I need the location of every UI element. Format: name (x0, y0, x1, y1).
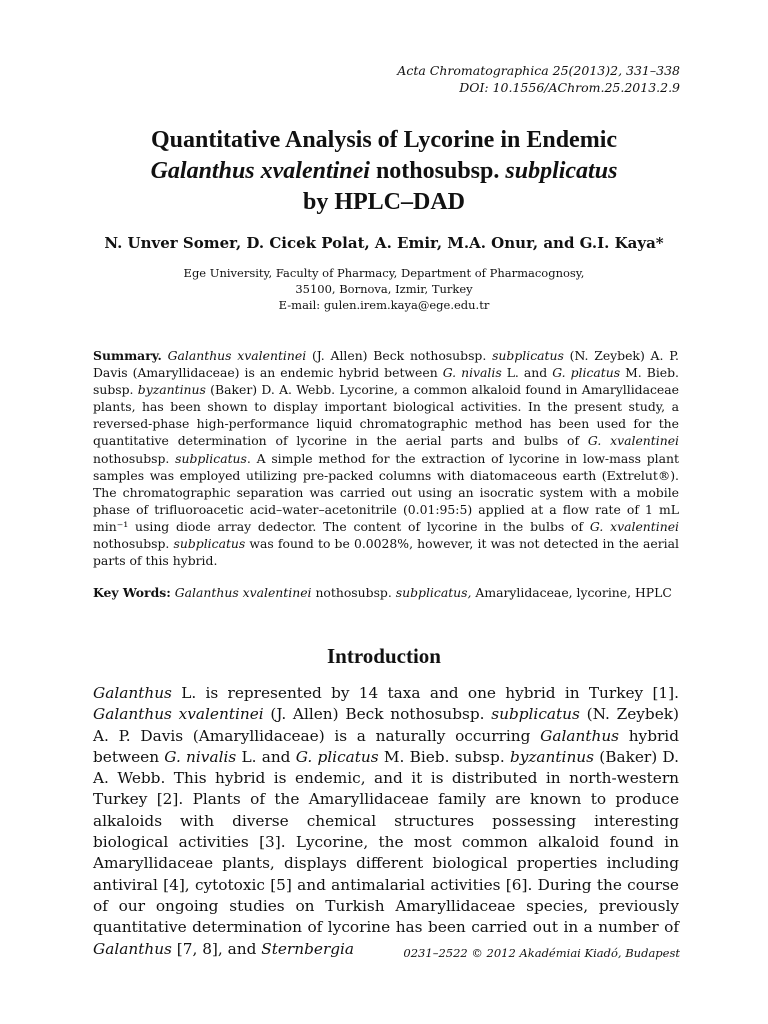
text-run: (N. Zeybek) A. P. Davis (Amaryllidaceae) is a naturally occurring (93, 705, 679, 745)
italic-text: G. xvalentinei (589, 518, 679, 534)
summary-label: Summary. (93, 348, 162, 363)
title-line-2 (60, 156, 708, 187)
italic-text: G. xvalentinei (587, 433, 679, 449)
text-run: (N. Zeybek) A. P. Davis (Amaryllidaceae) is an endemic hybrid between (93, 348, 679, 381)
italic-text: subplicatus (491, 705, 580, 724)
title-subspecies: subplicatus (505, 158, 618, 184)
journal-citation: Acta Chromatographica 25(2013)2, 331–338 (397, 63, 680, 78)
italic-text: Galanthus xvalentinei (167, 348, 307, 363)
introduction-paragraph (93, 683, 679, 960)
italic-text: Galanthus (540, 726, 620, 745)
text-run: nothosubsp. (93, 536, 174, 552)
journal-header (397, 62, 680, 96)
text-run: [7, 8], and (171, 939, 262, 958)
text-run: (Baker) D. A. Webb. This hybrid is endemic, and it is distributed in north-western Turkey [2]. Plants of the Amaryllidaceae family are known to produce alkaloids with diverse chemical structures possessing interesting biological activities [3]. Lycorine, the most common alkaloid found in Amaryllidaceae plants, displays different biological properties including antiviral [4], cytotoxic [5] and antimalarial activities [6]. During the course of our ongoing studies on Turkish Amaryllidaceae species, previously quantitative determination of lycorine has been carried out in a number of (93, 747, 679, 937)
title-line-1: Quantitative Analysis of Lycorine in Endemic (150, 127, 618, 153)
affiliation-line-1: Ege University, Faculty of Pharmacy, Department of Pharmacognosy, (183, 266, 585, 280)
text-run: M. Bieb. subsp. (93, 365, 679, 398)
text-run: (J. Allen) Beck nothosubsp. (306, 348, 493, 363)
italic-text: Galanthus xvalentinei (93, 705, 264, 724)
text-run: hybrid between (93, 726, 679, 766)
affiliation (60, 265, 708, 313)
text-run: nothosubsp. (93, 450, 176, 466)
italic-text: Sternbergia (261, 939, 355, 958)
text-run: M. Bieb. subsp. (378, 747, 510, 766)
text-run: L. and (501, 365, 553, 381)
italic-text: G. plicatus (552, 365, 621, 381)
section-heading-introduction: Introduction (327, 644, 441, 668)
affiliation-line-2: 35100, Bornova, Izmir, Turkey (295, 282, 473, 296)
summary-body (93, 348, 679, 568)
italic-text: Galanthus xvalentinei (174, 585, 312, 600)
abstract-summary (93, 347, 679, 569)
italic-text: Galanthus (93, 939, 172, 958)
title-rank: nothosubsp. (369, 158, 506, 184)
italic-text: byzantinus (137, 382, 206, 398)
italic-text: subplicatus (173, 536, 246, 552)
text-run: (J. Allen) Beck nothosubsp. (263, 705, 492, 724)
paper-title (60, 125, 708, 218)
italic-text: subplicatus, (395, 585, 472, 600)
title-line-3: by HPLC–DAD (302, 189, 465, 215)
affiliation-email: E-mail: gulen.irem.kaya@ege.edu.tr (278, 298, 490, 312)
italic-text: G. nivalis (442, 365, 502, 381)
title-genus-species: Galanthus xvalentinei (150, 158, 370, 184)
text-run: nothosubsp. (311, 585, 396, 600)
text-run: . A simple method for the extraction of lycorine in low-mass plant samples was employed utilizing pre-packed columns with diatomaceous earth (Extrelut®). The chromatographic separation was carried out using an isocratic system with a mobile phase of trifluoroacetic acid–water–acetonitrile (0.01:95:5) applied at a flow rate of 1 mL min⁻¹ using diode array dedector. The content of lycorine in the bulbs of (93, 450, 679, 534)
italic-text: Galanthus (93, 684, 172, 702)
italic-text: G. nivalis (164, 747, 237, 766)
italic-text: G. plicatus (295, 747, 379, 766)
journal-doi: DOI: 10.1556/AChrom.25.2013.2.9 (459, 80, 680, 95)
publisher-footer: 0231–2522 © 2012 Akadémiai Kiadó, Budapest (403, 946, 680, 960)
text-run: was found to be 0.0028%, however, it was not detected in the aerial parts of this hybrid. (93, 536, 679, 569)
italic-text: byzantinus (509, 747, 594, 766)
keywords-body (171, 585, 672, 600)
italic-text: subplicatus (175, 450, 247, 466)
text-run: L. is represented by 14 taxa and one hybrid in Turkey [1]. (171, 684, 679, 702)
author-list: N. Unver Somer, D. Cicek Polat, A. Emir, M.A. Onur, and G.I. Kaya* (104, 234, 664, 252)
text-run: L. and (236, 747, 296, 766)
text-run: (Baker) D. A. Webb. Lycorine, a common alkaloid found in Amaryllidaceae plants, has been shown to display important biological activities. In the present study, a reversed-phase high-performance liquid chromatographic method has been used for the quantitative determination of lycorine in the aerial parts and bulbs of (93, 382, 679, 449)
italic-text: subplicatus (492, 348, 564, 363)
keywords-label: Key Words: (93, 585, 171, 600)
text-run: Amarylidaceae, lycorine, HPLC (471, 585, 672, 600)
key-words (93, 584, 679, 601)
